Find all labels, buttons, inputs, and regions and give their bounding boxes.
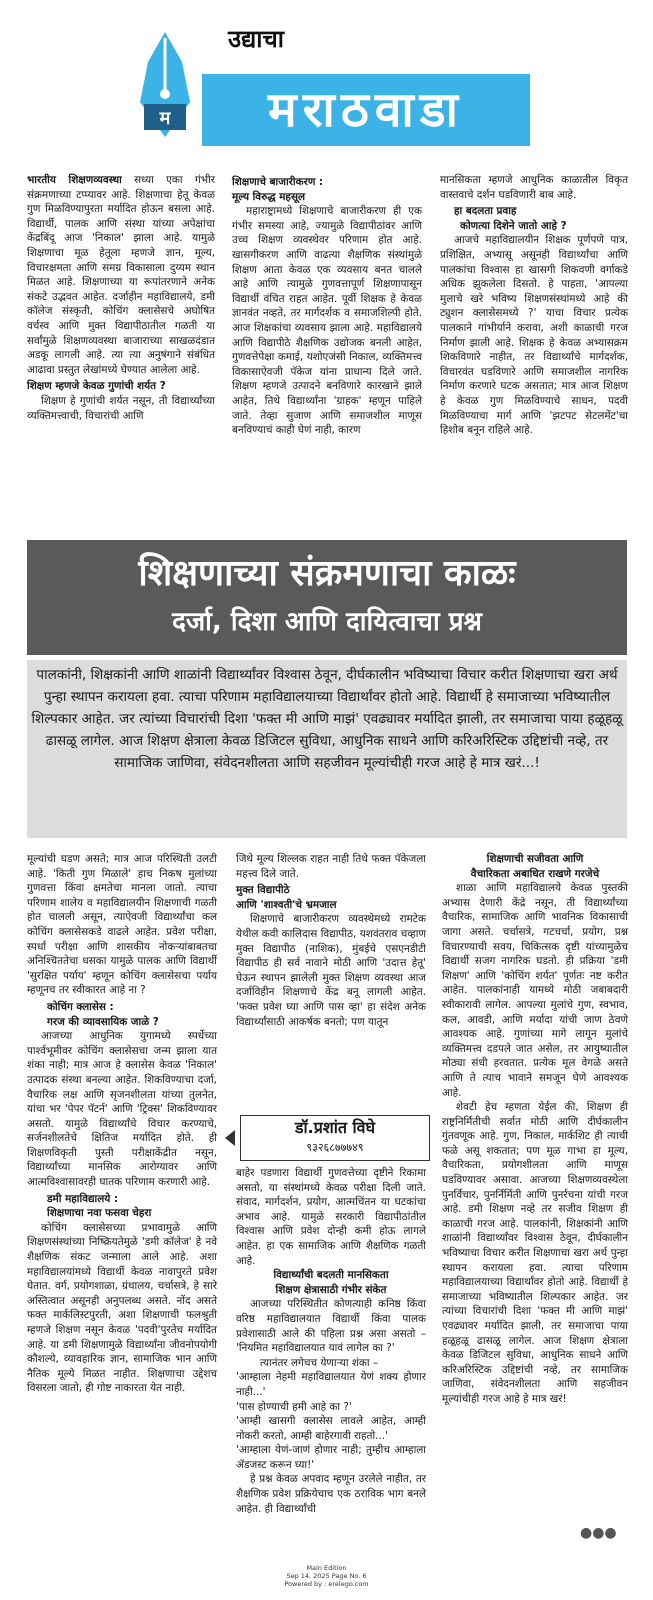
subheading: विद्यार्थ्यांची बदलती मानसिकता [273,1269,389,1282]
headline-line-2: दर्जा, दिशा आणि दायित्वाचा प्रश्न [172,607,482,637]
subheading: शिक्षणाची सजीवता आणि [486,853,584,865]
headline-banner [27,540,627,655]
subheading: आणि 'शाश्वती'चे भ्रमजाल [236,898,337,911]
quote: 'आम्हाला येणं-जाणं होणार नाही; तुम्हीच आम्हाला ॲडजस्ट करून घ्या!' [236,1444,426,1471]
paragraph: आजच्या परिस्थितीत कोणत्याही कनिष्ठ किंवा वरिष्ठ महाविद्यालयात विद्यार्थी किंवा पालक प्रवेशासाठी आले की पहिला प्रश्न असा असतो – 'नियमित महाविद्यालयात यावं लागेल का ?' [236,1298,426,1355]
top-column-2 [232,173,422,438]
paragraph [27,173,215,377]
end-mark: ●●● [580,1525,617,1541]
subheading: डमी महाविद्यालये : [47,1192,119,1205]
top-column-3 [440,173,628,438]
lead-summary: पालकांनी, शिक्षकांनी आणि शाळांनी विद्यार्थ्यांवर विश्वास ठेवून, दीर्घकालीन भविष्याचा विचार करीत शिक्षणाचा खरा अर्थ पुन्हा स्थापन करायला हवा. त्याचा परिणाम महाविद्यालयाच्या विद्यार्थांवर होतो आहे. विद्यार्थी हे समाजाच्या भविष्यातील शिल्पकार आहेत. जर त्यांच्या विचारांची दिशा 'फक्त मी आणि माझं' एवढ्यावर मर्यादित झाली, तर समाजाचा पाया हळूहळू ढासळू लागेल. आज शिक्षण क्षेत्राला केवळ डिजिटल सुविधा, आधुनिक साधने आणि करिअरिस्टिक उद्दिष्टांची नव्हे, तर सामाजिक जाणिवा, संवेदनशीलता आणि सहजीवन मूल्यांचीही गरज आहे हे मात्र खरं...! [27,660,627,838]
footer-powered: Powered by : erelego.com [284,1580,369,1588]
bottom-column-2 [236,852,426,1029]
paragraph: मूल्यांची घडण असते; मात्र आज परिस्थिती उलटी आहे. 'किती गुण मिळाले' हाच निकष मुलांच्या गुणवत्ता किंवा क्षमतेचा मानला जातो. त्याचा परिणाम शालेय व महाविद्यालयीन शिक्षणाची गळती होत चालली असून, त्याऐवजी विद्यार्थ्यांचा कल कोचिंग क्लासेसकडे वाढले आहेत. प्रवेश परीक्षा, स्पर्धा परीक्षा आणि शासकीय नोकऱ्यांबाबतचा अनिश्चिततेचा धसका यामुळे पालक आणि विद्यार्थी 'सुरक्षित पर्याय' म्हणून कोचिंग क्लासेसचा पर्याय म्हणूनच तर स्वीकारत आहे ना ? [27,853,217,997]
bottom-column-2-cont [236,1166,426,1516]
masthead [130,22,520,142]
paragraph: त्यानंतर लगेचच येणाऱ्या शंका – [260,1356,379,1369]
paragraph-text: सध्या एका गंभीर संक्रमणाच्या टप्प्यावर आहे. शिक्षणाचा हेतू केवळ गुण मिळविण्यापुरता मर्यादित होऊन बसला आहे. विद्यार्थी, पालक आणि संस्था यांच्या अपेक्षांचा केंद्रबिंदू आज 'निकाल' झाला आहे. यामुळे शिक्षणाचा मूळ हेतूला म्हणजे ज्ञान, मूल्य, विचारक्षमता आणि समग्र विकासाला दुय्यम स्थान मिळत आहे. शिक्षणाच्या या रूपांतरणाने अनेक संकटे उद्भवत आहेत. दर्जाहीन महाविद्यालये, डमी कॉलेज संस्कृती, कोचिंग क्लासेसचे अघोषित वर्चस्व आणि मुक्त विद्यापीठातील गळती या सर्वांमुळे शिक्षणव्यवस्था बाजाराच्या साखळदंडात अडकू लागली आहे. त्या त्या अनुषंगाने संबंधित आढावा प्रस्तुत लेखांमध्ये घेण्यात आलेला आहे. [27,174,215,376]
paragraph: शाळा आणि महाविद्यालये केवळ पुस्तकी अभ्यास देणारी केंद्रे नसून, ती विद्यार्थ्यांच्या वैचारिक, सामाजिक आणि भावनिक विकासाची जागा असते. चर्चासत्रे, गटचर्चा, प्रयोग, प्रश्न विचारण्याची सवय, चिकित्सक दृष्टी यांच्यामुळेच विद्यार्थी सजग नागरिक घडतो. ही प्रक्रिया 'डमी शिक्षण' आणि 'कोचिंग शर्यत' पूर्णतः नष्ट करीत आहेत. पालकांनाही यामध्ये मोठी जबाबदारी स्वीकारावी लागेल. आपल्या मुलांचे गुण, स्वभाव, कल, आवडी, आणि मर्यादा यांची जाण ठेवणे आवश्यक आहे. गुणांच्या मागे लागून मुलांचे व्यक्तिमत्त्व दडपले जात असेल, तर आयुष्यातील मोठ्या संधी हरवतात. प्रत्येक मूल वेगळे असते आणि ते त्याच भावाने समजून घेणे आवश्यक आहे. [442,882,628,1099]
headline-line-1: शिक्षणाच्या संक्रमणाचा काळः [138,553,516,594]
paragraph: शेवटी हेच म्हणता येईल की, शिक्षण ही राष्ट्रनिर्मितीची सर्वात मोठी आणि दीर्घकालीन गुंतवणूक आहे. गुण, निकाल, मार्कशिट ही त्याची फळे असू शकतात; पण मूळ गाभा हा मूल्य, वैचारिकता, प्रयोगशीलता आणि माणूस घडविण्यावर असावा. आजच्या शिक्षणव्यवस्थेला पुनर्विचार, पुनर्निर्मिती आणि पुनर्रचना यांची गरज आहे. डमी शिक्षण नव्हे तर सजीव शिक्षण ही काळाची गरज आहे. पालकांनी, शिक्षकांनी आणि शाळांनी विद्यार्थ्यांवर विश्वास ठेवून, दीर्घकालीन भविष्याचा विचार करीत शिक्षणाचा खरा अर्थ पुन्हा स्थापन करायला हवा. त्याचा परिणाम महाविद्यालयाच्या विद्यार्थांवर होतो आहे. विद्यार्थी हे समाजाच्या भविष्यातील शिल्पकार आहेत. जर त्यांच्या विचारांची दिशा 'फक्त मी आणि माझं' एवढ्यावर मर्यादित झाली, तर समाजाचा पाया हळूहळू ढासळू लागेल. आज शिक्षण क्षेत्राला केवळ डिजिटल सुविधा, आधुनिक साधने आणि करिअरिस्टिक उद्दिष्टांची नव्हे, तर सामाजिक जाणिवा, संवेदनशीलता आणि सहजीवन मूल्यांचीही गरज आहे हे मात्र खरं! [442,1101,628,1405]
paragraph: शिक्षणाचे बाजारीकरण व्यवस्थेमध्ये रामटेक येथील कवी कालिदास विद्यापीठ, यशवंतराव चव्हाण मुक्त विद्यापीठ (नाशिक), मुंबईचे एसएनडीटी विद्यापीठ ही सर्व नावाने मोठी आणि 'उदात्त हेतू' घेऊन स्थापन झालेली मुक्त शिक्षण व्यवस्था आज दर्जाविहीन शिक्षणाचे केंद्र बनू लागली आहेत. 'फक्त प्रवेश घ्या आणि पास व्हा' हा संदेश अनेक विद्यार्थ्यांसाठी आकर्षक बनतो; पण यातून [236,913,426,1028]
top-column-1 [27,173,215,423]
footer-date-page: Sep 14, 2025 Page No. 6 [286,1572,367,1580]
quote: 'आम्ही खासगी क्लासेस लावले आहेत, आम्ही नोकरी करतो, आम्ही बाहेरगावी राहतो...' [236,1415,426,1442]
quote: 'आम्हाला नेहमी महाविद्यालयात येणं शक्य होणार नाही...' [236,1371,426,1398]
subheading: शिक्षणाचे बाजारीकरण : [232,176,324,188]
author-phone: ९३२६८७७७४९ [306,1141,364,1154]
paragraph: हे प्रश्न केवळ अपवाद म्हणून उरलेले नाहीत, तर शैक्षणिक प्रवेश प्रक्रियेचाच एक ठराविक भाग बनले आहेत. ही विद्यार्थ्यांची [236,1473,426,1515]
author-byline [240,1115,430,1161]
paragraph: आजचे महाविद्यालयीन शिक्षक पूर्णपणे पात्र, प्रशिक्षित, अभ्यासू असूनही विद्यार्थ्यांचा आणि पालकांचा विश्वास हा खासगी शिकवणी वर्गाकडे अधिक झुकलेला दिसतो. हे पाहता, 'आपल्या मुलाचे खरे भविष्य शिक्षणसंस्थांमध्ये आहे की ट्युशन क्लासेसमध्ये ?' याचा विचार प्रत्येक पालकाने गांभीर्याने करावा, अशी काळाची गरज निर्माण झाली आहे. शिक्षक हे केवळ अभ्यासक्रम शिकविणारे नाहीत, तर विद्यार्थ्यांचे मार्गदर्शक, विचारवंत घडविणारे आणि समाजशील नागरिक निर्माण करणारे घटक असतात; मात्र आज शिक्षण हे केवळ गुण मिळविण्याचे साधन, पदवी मिळविण्याचा मार्ग आणि 'झटपट सेटलमेंट'चा हिशोब बनून राहिले आहे. [440,234,628,437]
subheading: मूल्य विरुद्ध महसूल [232,190,306,203]
subheading: मुक्त विद्यापीठे [236,884,290,897]
quote: 'पास होण्याची हमी आहे का ?' [236,1400,352,1413]
bottom-column-3 [442,852,628,1407]
author-name: डॉ.प्रशांत विघे [294,1118,376,1137]
paragraph: आजच्या आधुनिक युगामध्ये स्पर्धेच्या पार्श्वभूमीवर कोचिंग क्लासेसचा जन्म झाला यात शंका नाही; मात्र आज हे क्लासेस केवळ 'निकाल' उत्पादक संस्था बनल्या आहेत. शिकविण्याचा दर्जा, वैचारिक लक्ष आणि सृजनशीलता यांच्या तुलनेत, यांचा भर 'पेपर पॅटर्न' आणि 'ट्रिक्स' शिकविण्यावर असतो. यामुळे विद्यार्थ्यांचे विचार करण्याचे, सर्जनशीलतेचे क्षितिज मर्यादित होते. ही शिक्षणविकृती पुस्ती परीक्षाकेंद्रीत नसून, विद्यार्थ्यांच्या मानसिक आरोग्यावर आणि आत्मविश्वासावरही घातक परिणाम करणारी आहे. [27,1030,217,1189]
paragraph: बाहेर पडणारा विद्यार्थी गुणवत्तेच्या दृष्टीने रिकामा असतो, या संस्थांमध्ये केवळ परीक्षा दिली जाते. संवाद, मार्गदर्शन, प्रयोग, आत्मचिंतन या घटकांचा अभाव आहे. यामुळे सरकारी विद्यापीठांतील विश्वास आणि प्रवेश दोन्ही कमी होऊ लागले आहेत. हा एक सामाजिक आणि शैक्षणिक गळती आहे. [236,1167,426,1267]
subheading: शिक्षण म्हणजे केवळ गुणांची शर्यत ? [27,380,166,393]
subheading: शिक्षणाचा नवा फसवा चेहरा [47,1207,152,1220]
byline-marker-icon [225,1130,235,1146]
subheading: कोणत्या दिशेने जातो आहे ? [460,219,567,232]
subheading: गरज की व्यावसायिक जाळे ? [47,1015,159,1028]
footer-edition: Main Edition [306,1564,347,1572]
subheading: हा बदलता प्रवाह [454,205,517,218]
subheading: कोचिंग क्लासेस : [47,1000,114,1013]
masthead-big-title: मराठवाडा [202,74,530,146]
paragraph: कोचिंग क्लासेसच्या प्रभावामुळे आणि शिक्षणसंस्थांच्या निष्क्रियतेमुळे 'डमी कॉलेज' हे नवे शैक्षणिक संकट जन्माला आले आहे. अशा महाविद्यालयांमध्ये विद्यार्थी केवळ नावापुरते प्रवेश घेतात. वर्ग, प्रयोगशाळा, ग्रंथालय, चर्चासत्रे, हे सारे अस्तित्वात असूनही अनुपलब्ध असते. नोंद असते फक्त मार्कलिस्टपुरती, अशा शिक्षणाची फलश्रुती म्हणजे शिक्षण नसून केवळ 'पदवी'पुरतेच मर्यादित आहे. या डमी शिक्षणामुळे विद्यार्थ्यांना जीवनोपयोगी कौशल्ये, व्यावहारिक ज्ञान, सामाजिक भान आणि नैतिक मूल्ये मिळत नाहीत. शिक्षणाचा उद्देशच विसरला जातो, ही गोष्ट नाकारता येत नाही. [27,1221,217,1395]
paragraph: शिक्षण हे गुणांची शर्यत नसून, ती विद्यार्थ्यांच्या व्यक्तिमत्त्वाची, विचारांची आणि [27,394,215,422]
page-footer [0,1564,653,1588]
bottom-column-1 [27,852,217,1396]
masthead-small-title: उद्याचा [228,25,284,53]
paragraph: मानसिकता म्हणजे आधुनिक काळातील विकृत वास्तवाचे दर्शन घडविणारी बाब आहे. [440,174,628,201]
lead-phrase: भारतीय शिक्षणव्यवस्था [27,174,122,186]
paragraph: महाराष्ट्रामध्ये शिक्षणाचे बाजारीकरण ही एक गंभीर समस्या आहे, ज्यामुळे विद्यापीठांवर आणि उच्च शिक्षण व्यवस्थेवर परिणाम होत आहे. खासगीकरण आणि वाढत्या शैक्षणिक संस्थांमुळे शिक्षण आता केवळ एक व्यवसाय बनत चालले आहे आणि त्यामुळे गुणवत्तापूर्ण शिक्षणापासून विद्यार्थी वंचित राहत आहेत. पूर्वी शिक्षक हे केवळ ज्ञानवंत नव्हते, तर मार्गदर्शक व समाजशिल्पी होते. आज शिक्षकांचा व्यवसाय झाला आहे. महाविद्यालये आणि विद्यापीठे शैक्षणिक उद्योजक बनली आहेत, गुणवत्तेपेक्षा कमाई, यशोएजंसी निकाल, व्यक्तिमत्त्व विकासाऐवजी पॅकेज यांना प्राधान्य दिले जाते. शिक्षण म्हणजे उत्पादने बनविणारे कारखाने झाले आहेत, तिथे विद्यार्थ्यांना 'ग्राहक' म्हणून पाहिले जाते. तेव्हा सुजाण आणि समाजशील माणूस बनविण्याचं काही घेणं नाही, कारण [232,205,422,437]
svg-text:म: म [159,108,171,129]
subheading: वैचारिकता अबाधित राखणे गरजेचे [470,867,600,880]
paragraph: जिथे मूल्य शिल्लक राहत नाही तिथे फक्त पॅकेजला महत्त्व दिले जाते. [236,853,426,880]
pen-nib-icon [130,32,200,137]
subheading: शिक्षण क्षेत्रासाठी गंभीर संकेत [275,1283,387,1296]
